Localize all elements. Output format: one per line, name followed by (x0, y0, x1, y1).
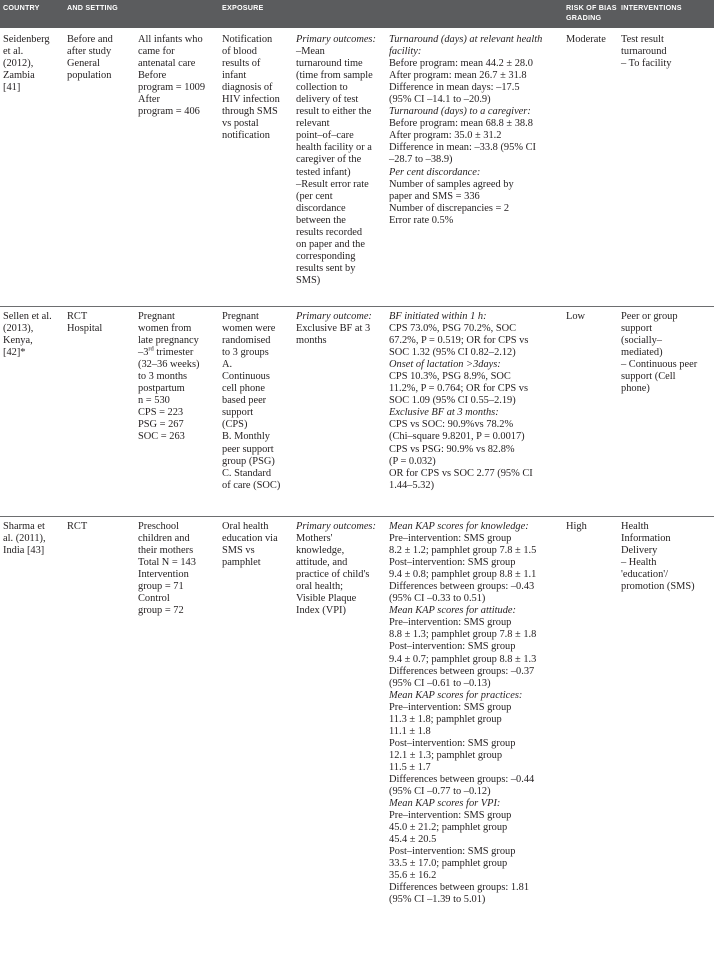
cell-line: practice of child's (296, 569, 370, 581)
cell-line: phone) (621, 383, 650, 395)
cell-line: After (138, 94, 160, 106)
cell-line: Control (138, 593, 170, 605)
cell-line: women were (222, 323, 276, 335)
cell-line: Differences between groups: –0.44 (389, 773, 535, 785)
results-cell (389, 311, 533, 492)
cell-line: After program: 35.0 ± 31.2 (389, 130, 502, 142)
header-interventions: INTERVENTIONS (621, 3, 682, 12)
cell-line: 9.4 ± 0.8; pamphlet group 8.8 ± 1.1 (389, 569, 537, 581)
cell-line: SMS) (296, 274, 321, 286)
cell-line: program = 1009 (138, 82, 206, 94)
cell-line: results recorded (296, 226, 363, 238)
cell-line: months (296, 335, 327, 347)
cell-line: 11.1 ± 1.8 (389, 725, 431, 737)
header-setting: AND SETTING (67, 3, 118, 12)
cell-line: (2012), (3, 58, 34, 70)
cell-line: Differences between groups: –0.37 (389, 665, 535, 677)
header-bias (566, 3, 617, 23)
study-cell (3, 34, 50, 94)
cell-line: Visible Plaque (296, 593, 357, 605)
cell-line: 11.5 ± 1.7 (389, 761, 431, 773)
cell-line: B. Monthly (222, 431, 270, 443)
cell-line: result to either the (296, 106, 372, 118)
cell-line: OR for CPS vs SOC 2.77 (95% CI (389, 467, 533, 479)
cell-line: (95% CI –1.39 to 5.01) (389, 894, 486, 906)
cell-line: (95% CI –14.1 to –20.9) (389, 94, 491, 106)
cell-line: et al. (3, 46, 24, 58)
cell-line: paper and SMS = 336 (389, 190, 480, 202)
cell-line: (CPS) (222, 419, 248, 431)
cell-line: late pregnancy (138, 335, 199, 347)
cell-line: 8.8 ± 1.3; pamphlet group 7.8 ± 1.8 (389, 629, 537, 641)
cell-line: 11.2%, P = 0.764; OR for CPS vs (389, 383, 529, 395)
cell-line: RCT (67, 521, 88, 532)
cell-line: Mean KAP scores for attitude: (389, 605, 516, 617)
cell-line: al. (2011), (3, 533, 46, 545)
cell-line: based peer (222, 395, 267, 407)
cell-line: CPS vs PSG: 90.9% vs 82.8% (389, 443, 515, 455)
cell-line: After program: mean 26.7 ± 31.8 (389, 70, 527, 82)
cell-line: Pre–intervention: SMS group (389, 533, 512, 545)
cell-line: – To facility (621, 58, 672, 70)
cell-line: –3rd trimester (138, 345, 194, 359)
cell-line: came for (138, 46, 175, 58)
cell-line: Primary outcomes: (296, 521, 376, 532)
design-cell (67, 34, 113, 82)
interventions-cell (621, 34, 671, 70)
cell-line: 45.4 ± 20.5 (389, 834, 437, 846)
cell-line: (socially– (621, 335, 662, 347)
exposure-cell (222, 34, 280, 142)
cell-line: oral health; (296, 581, 344, 593)
cell-line: CPS 73.0%, PSG 70.2%, SOC (389, 323, 517, 335)
cell-line: Sharma et (3, 521, 45, 532)
cell-line: SMS vs (222, 545, 255, 557)
study-cell (3, 311, 52, 359)
cell-line: Preschool (138, 521, 179, 532)
cell-line: delivery of test (296, 94, 359, 106)
header-exposure: EXPOSURE (222, 3, 264, 12)
cell-line: collection to (296, 82, 348, 94)
cell-line: Low (566, 311, 586, 322)
cell-line: Number of samples agreed by (389, 178, 514, 190)
cell-line: program = 406 (138, 106, 200, 118)
cell-line: Error rate 0.5% (389, 214, 454, 226)
cell-line: of blood (222, 46, 257, 58)
cell-line: HIV infection (222, 94, 280, 106)
cell-line: Notification (222, 34, 273, 45)
cell-line: postpartum (138, 383, 185, 395)
bias-cell (566, 521, 587, 533)
cell-line: tested infant) (296, 166, 351, 178)
header-bias-line1: RISK OF BIAS (566, 3, 617, 12)
outcomes-cell (296, 521, 376, 617)
cell-line: their mothers (138, 545, 194, 557)
cell-line: –Result error rate (296, 178, 369, 190)
cell-line: Before program: mean 44.2 ± 28.0 (389, 58, 533, 70)
cell-line: (95% CI –0.77 to –0.12) (389, 786, 491, 798)
cell-line: Seidenberg (3, 34, 50, 45)
cell-line: n = 530 (138, 395, 170, 407)
cell-line: mediated) (621, 347, 663, 359)
cell-line: to 3 months (138, 371, 188, 383)
cell-line: Total N = 143 (138, 557, 196, 569)
cell-line: Test result (621, 34, 664, 45)
cell-line: pamphlet (222, 557, 261, 569)
cell-line: Index (VPI) (296, 605, 346, 617)
cell-line: Post–intervention: SMS group (389, 737, 516, 749)
cell-line: Number of discrepancies = 2 (389, 202, 510, 214)
cell-line: RCT (67, 311, 88, 322)
cell-line: Differences between groups: –0.43 (389, 581, 535, 593)
cell-line: Post–intervention: SMS group (389, 846, 516, 858)
cell-line: Health (621, 521, 649, 532)
interventions-cell (621, 521, 695, 593)
cell-line: randomised (222, 335, 271, 347)
cell-line: 67.2%, P = 0.519; OR for CPS vs (389, 335, 529, 347)
participants-cell (138, 34, 205, 118)
cell-line: – Health (621, 557, 657, 569)
cell-line: Mean KAP scores for knowledge: (389, 521, 529, 532)
cell-line: SOC 1.09 (95% CI 0.55–2.19) (389, 395, 516, 407)
cell-line: Sellen et al. (3, 311, 52, 322)
cell-line: Turnaround (days) at relevant health (389, 34, 543, 45)
cell-line: population (67, 70, 112, 82)
cell-line: CPS = 223 (138, 407, 184, 419)
cell-line: discordance (296, 202, 346, 214)
cell-line: notification (222, 130, 270, 142)
cell-line: – Continuous peer (621, 359, 698, 371)
cell-line: attitude, and (296, 557, 348, 569)
cell-line: Turnaround (days) to a caregiver: (389, 106, 531, 118)
cell-line: 1.44–5.32) (389, 479, 435, 491)
cell-line: group = 72 (138, 605, 184, 617)
cell-line: Pregnant (222, 311, 259, 322)
cell-line: knowledge, (296, 545, 345, 557)
cell-line: antenatal care (138, 58, 196, 70)
cell-line: Difference in mean: –33.8 (95% CI (389, 142, 536, 154)
cell-line: through SMS (222, 106, 278, 118)
header-bias-line2: GRADING (566, 13, 602, 22)
cell-line: Exclusive BF at 3 (296, 323, 371, 335)
cell-line: Onset of lactation >3days: (389, 359, 501, 371)
cell-line: to 3 groups (222, 347, 269, 359)
cell-line: Oral health (222, 521, 269, 532)
cell-line: CPS 10.3%, PSG 8.9%, SOC (389, 371, 511, 383)
cell-line: Pre–intervention: SMS group (389, 617, 512, 629)
cell-line: Peer or group (621, 311, 678, 322)
cell-line: Post–intervention: SMS group (389, 641, 516, 653)
cell-line: results sent by (296, 262, 356, 274)
results-cell (389, 34, 542, 227)
cell-line: after study (67, 46, 112, 58)
study-cell (3, 521, 46, 557)
cell-line: India [43] (3, 545, 45, 557)
cell-line: support (Cell (621, 371, 676, 383)
header-country: COUNTRY (3, 3, 40, 12)
cell-line: Information (621, 533, 671, 545)
cell-line: relevant (296, 118, 330, 130)
interventions-cell (621, 311, 697, 395)
cell-line: 9.4 ± 0.7; pamphlet group 8.8 ± 1.3 (389, 653, 537, 665)
cell-line: (P = 0.032) (389, 455, 436, 467)
cell-line: PSG = 267 (138, 419, 184, 431)
cell-line: Exclusive BF at 3 months: (389, 407, 499, 419)
table-header (0, 0, 714, 28)
bias-cell (566, 311, 585, 323)
results-cell (389, 521, 536, 907)
cell-line: Primary outcomes: (296, 34, 376, 45)
cell-line: health facility or a (296, 142, 372, 154)
cell-line: infant (222, 70, 247, 82)
cell-line: (95% CI –0.33 to 0.51) (389, 593, 486, 605)
cell-line: of care (SOC) (222, 479, 281, 491)
cell-line: peer support (222, 443, 274, 455)
cell-line: support (222, 407, 254, 419)
cell-line: Before (138, 70, 167, 82)
cell-line: (per cent (296, 190, 333, 202)
exposure-cell (222, 521, 278, 569)
cell-line: children and (138, 533, 190, 545)
cell-line: vs postal (222, 118, 259, 130)
cell-line: (time from sample (296, 70, 373, 82)
cell-line: Pre–intervention: SMS group (389, 701, 512, 713)
cell-line: (32–36 weeks) (138, 359, 200, 371)
cell-line: Mean KAP scores for practices: (389, 689, 523, 701)
cell-line: C. Standard (222, 467, 272, 479)
cell-line: between the (296, 214, 346, 226)
cell-line: (Chi–square 9.8201, P = 0.0017) (389, 431, 525, 443)
cell-line: support (621, 323, 653, 335)
cell-line: 33.5 ± 17.0; pamphlet group (389, 858, 508, 870)
cell-line: point–of–care (296, 130, 354, 142)
cell-line: A. (222, 359, 233, 371)
cell-line: education via (222, 533, 278, 545)
row-divider (0, 306, 714, 307)
cell-line: BF initiated within 1 h: (389, 311, 487, 322)
cell-line: 'education'/ (621, 569, 669, 581)
cell-line: Delivery (621, 545, 658, 557)
outcomes-cell (296, 311, 372, 347)
cell-line: Differences between groups: 1.81 (389, 882, 530, 894)
bias-cell (566, 34, 606, 46)
cell-line: corresponding (296, 250, 356, 262)
cell-line: 45.0 ± 21.2; pamphlet group (389, 822, 508, 834)
cell-line: on paper and the (296, 238, 365, 250)
design-cell (67, 521, 87, 533)
cell-line: Continuous (222, 371, 270, 383)
cell-line: SOC = 263 (138, 431, 185, 443)
cell-line: High (566, 521, 587, 532)
cell-line: Primary outcome: (296, 311, 372, 322)
cell-line: caregiver of the (296, 154, 362, 166)
cell-line: –28.7 to –38.9) (389, 154, 453, 166)
cell-line: Hospital (67, 323, 103, 335)
cell-line: [42]* (3, 347, 26, 359)
cell-line: Zambia (3, 70, 35, 82)
outcomes-cell (296, 34, 376, 287)
cell-line: Per cent discordance: (389, 166, 481, 178)
cell-line: –Mean (296, 46, 325, 58)
cell-line: Kenya, (3, 335, 33, 347)
cell-line: (95% CI –0.61 to –0.13) (389, 677, 491, 689)
cell-line: (2013), (3, 323, 34, 335)
cell-line: All infants who (138, 34, 203, 45)
cell-line: results of (222, 58, 261, 70)
cell-line: Intervention (138, 569, 189, 581)
cell-line: 12.1 ± 1.3; pamphlet group (389, 749, 503, 761)
cell-line: turnaround (621, 46, 667, 58)
cell-line: group = 71 (138, 581, 184, 593)
cell-line: Difference in mean days: –17.5 (389, 82, 520, 94)
cell-line: Pregnant (138, 311, 175, 322)
cell-line: cell phone (222, 383, 265, 395)
cell-line: Pre–intervention: SMS group (389, 810, 512, 822)
cell-line: women from (138, 323, 192, 335)
cell-line: Mean KAP scores for VPI: (389, 798, 501, 810)
cell-line: Post–intervention: SMS group (389, 557, 516, 569)
cell-line: CPS vs SOC: 90.9%vs 78.2% (389, 419, 514, 431)
cell-line: Moderate (566, 34, 606, 45)
cell-line: turnaround time (296, 58, 363, 70)
participants-cell (138, 311, 199, 444)
exposure-cell (222, 311, 280, 492)
cell-line: Before and (67, 34, 113, 45)
cell-line: group (PSG) (222, 455, 275, 467)
cell-line: Before program: mean 68.8 ± 38.8 (389, 118, 533, 130)
cell-line: 8.2 ± 1.2; pamphlet group 7.8 ± 1.5 (389, 545, 537, 557)
row-divider (0, 516, 714, 517)
cell-line: [41] (3, 82, 21, 94)
cell-line: SOC 1.32 (95% CI 0.82–2.12) (389, 347, 516, 359)
design-cell (67, 311, 102, 335)
cell-line: 35.6 ± 16.2 (389, 870, 437, 882)
cell-line: 11.3 ± 1.8; pamphlet group (389, 713, 502, 725)
cell-line: General (67, 58, 100, 70)
cell-line: facility: (389, 46, 422, 58)
cell-line: Mothers' (296, 533, 333, 545)
cell-line: diagnosis of (222, 82, 273, 94)
participants-cell (138, 521, 196, 617)
cell-line: promotion (SMS) (621, 581, 695, 593)
